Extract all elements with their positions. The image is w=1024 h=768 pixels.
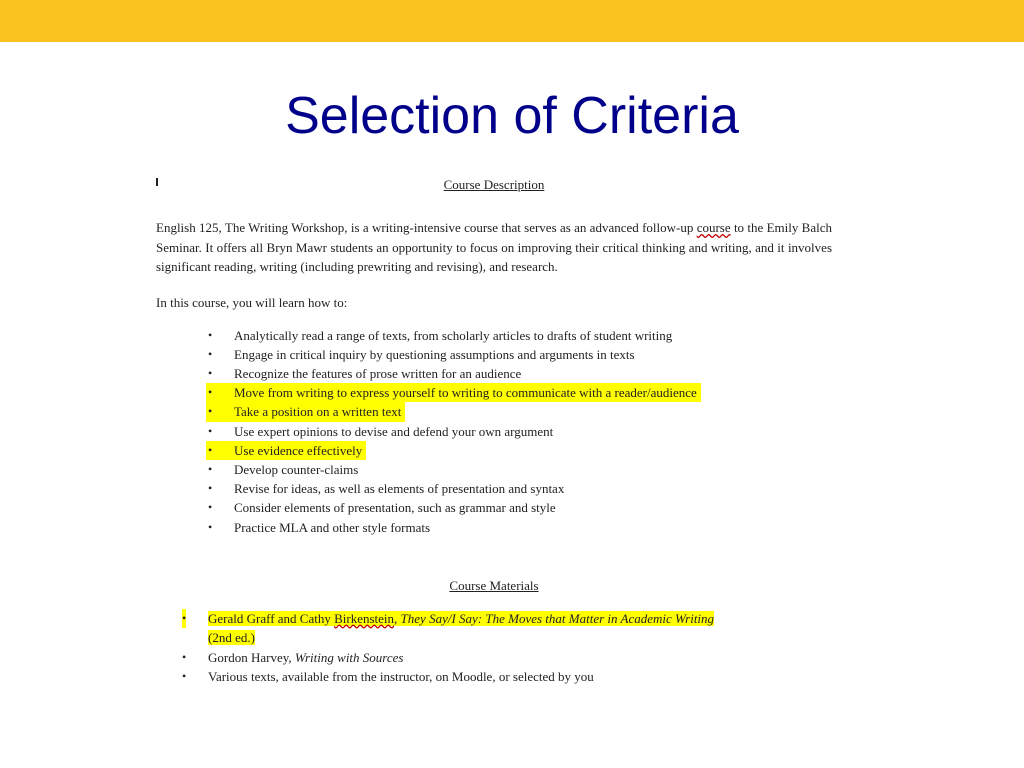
bullet-icon: •	[182, 649, 187, 664]
list-item	[206, 422, 832, 441]
material-author: Gordon Harvey,	[208, 649, 295, 665]
list-item	[206, 460, 832, 479]
bullet-icon: •	[208, 365, 213, 380]
learning-outcomes-list	[156, 326, 832, 537]
description-text-part2: to the Emily Balch Seminar. It offers all Bryn Mawr students an opportunity to focus on improving their critical thinking and writing, and it involves significant reading, writing (including prewriting and revising), and research.	[156, 220, 832, 274]
bullet-icon: •	[208, 519, 213, 534]
bullet-icon: •	[208, 442, 213, 457]
outcome-text: Recognize the features of prose written for an audience	[234, 365, 522, 381]
slide-title: Selection of Criteria	[285, 87, 739, 145]
outcome-text: Consider elements of presentation, such as grammar and style	[234, 500, 556, 516]
list-item	[206, 345, 832, 364]
outcome-text: Move from writing to express yourself to writing to communicate with a reader/audience	[234, 385, 697, 401]
bullet-icon: •	[208, 327, 213, 342]
outcomes-intro: In this course, you will learn how to:	[156, 294, 348, 310]
bullet-icon: •	[208, 461, 213, 476]
outcome-text: Use expert opinions to devise and defend your own argument	[234, 423, 554, 439]
bullet-icon: •	[208, 404, 213, 419]
stray-mark	[156, 178, 158, 186]
list-item	[206, 383, 832, 402]
list-item	[206, 479, 832, 498]
list-item	[206, 402, 832, 421]
list-item	[206, 326, 832, 345]
course-materials-heading: Course Materials	[449, 577, 539, 593]
list-item	[182, 648, 827, 667]
outcome-text: Revise for ideas, as well as elements of presentation and syntax	[234, 481, 565, 497]
material-authors: Gerald Graff and Cathy	[208, 610, 335, 626]
material-title: Writing with Sources	[294, 649, 404, 665]
list-item	[206, 518, 832, 537]
list-item	[206, 364, 832, 383]
bullet-icon: •	[182, 668, 187, 683]
outcome-text: Develop counter-claims	[234, 461, 359, 477]
outcome-text: Take a position on a written text	[234, 404, 402, 420]
list-item	[206, 441, 832, 460]
outcome-text: Engage in critical inquiry by questioning assumptions and arguments in texts	[234, 346, 635, 362]
bullet-icon: •	[208, 423, 213, 438]
course-description-heading: Course Description	[443, 177, 545, 192]
outcome-text: Analytically read a range of texts, from scholarly articles to drafts of student writing	[234, 327, 673, 343]
bullet-icon: •	[208, 385, 213, 400]
list-item	[182, 667, 827, 686]
list-item	[182, 609, 827, 648]
material-separator: ,	[394, 610, 401, 626]
bullet-icon: •	[182, 609, 186, 628]
bullet-icon: •	[208, 500, 213, 515]
outcome-text: Use evidence effectively	[234, 442, 363, 458]
material-author-misspelled: Birkenstein	[334, 610, 395, 626]
top-accent-bar	[0, 0, 1024, 42]
course-materials-list	[156, 609, 827, 687]
material-edition: (2nd ed.)	[208, 630, 255, 646]
material-title: They Say/I Say: The Moves that Matter in Academic Writing	[400, 610, 715, 626]
course-description-paragraph	[156, 218, 832, 277]
description-misspelled-word: course	[696, 220, 731, 235]
bullet-icon: •	[208, 346, 213, 361]
outcome-text: Practice MLA and other style formats	[234, 519, 431, 535]
description-text-part1: English 125, The Writing Workshop, is a writing-intensive course that serves as an advanced follow-up	[156, 220, 697, 235]
material-text: Various texts, available from the instructor, on Moodle, or selected by you	[208, 668, 594, 684]
document-excerpt	[156, 176, 832, 686]
list-item	[206, 498, 832, 517]
bullet-icon: •	[208, 481, 213, 496]
